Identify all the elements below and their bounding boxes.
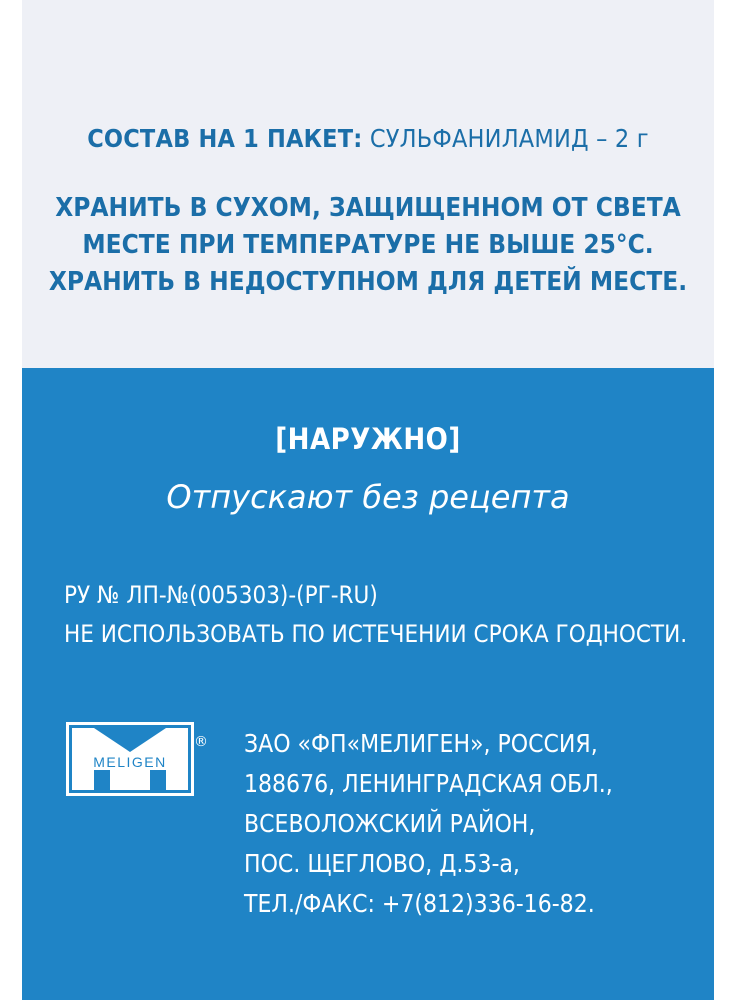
package-label — [22, 0, 714, 1000]
meligen-logo — [66, 722, 194, 796]
address-line: ПОС. ЩЕГЛОВО, Д.53-а, — [244, 849, 520, 878]
storage-line: МЕСТЕ ПРИ ТЕМПЕРАТУРЕ НЕ ВЫШЕ 25°С. — [82, 230, 654, 260]
address-line: 188676, ЛЕНИНГРАДСКАЯ ОБЛ., — [244, 769, 613, 798]
usage-route: [НАРУЖНО] — [275, 422, 461, 456]
address-line: ТЕЛ./ФАКС: +7(812)336-16-82. — [244, 889, 595, 918]
address-line: ЗАО «ФП«МЕЛИГЕН», РОССИЯ, — [244, 729, 598, 758]
manufacturer-address — [244, 724, 613, 924]
registration-block — [64, 576, 687, 654]
registered-mark: ® — [194, 734, 208, 750]
top-light-panel — [22, 0, 714, 368]
address-line: ВСЕВОЛОЖСКИЙ РАЙОН, — [244, 809, 536, 838]
composition-label: СОСТАВ НА 1 ПАКЕТ: — [87, 124, 363, 153]
otc-status: Отпускают без рецепта — [166, 478, 570, 516]
storage-line: ХРАНИТЬ В НЕДОСТУПНОМ ДЛЯ ДЕТЕЙ МЕСТЕ. — [48, 267, 688, 297]
registration-number: РУ № ЛП-№(005303)-(РГ-RU) — [64, 581, 378, 609]
composition-line — [22, 124, 714, 153]
expiry-warning: НЕ ИСПОЛЬЗОВАТЬ ПО ИСТЕЧЕНИИ СРОКА ГОДНОСТИ. — [64, 620, 688, 648]
storage-line: ХРАНИТЬ В СУХОМ, ЗАЩИЩЕННОМ ОТ СВЕТА — [55, 193, 681, 223]
composition-value: СУЛЬФАНИЛАМИД – 2 г — [369, 124, 649, 153]
svg-text:MELIGEN: MELIGEN — [93, 754, 167, 770]
storage-instructions — [22, 190, 714, 301]
